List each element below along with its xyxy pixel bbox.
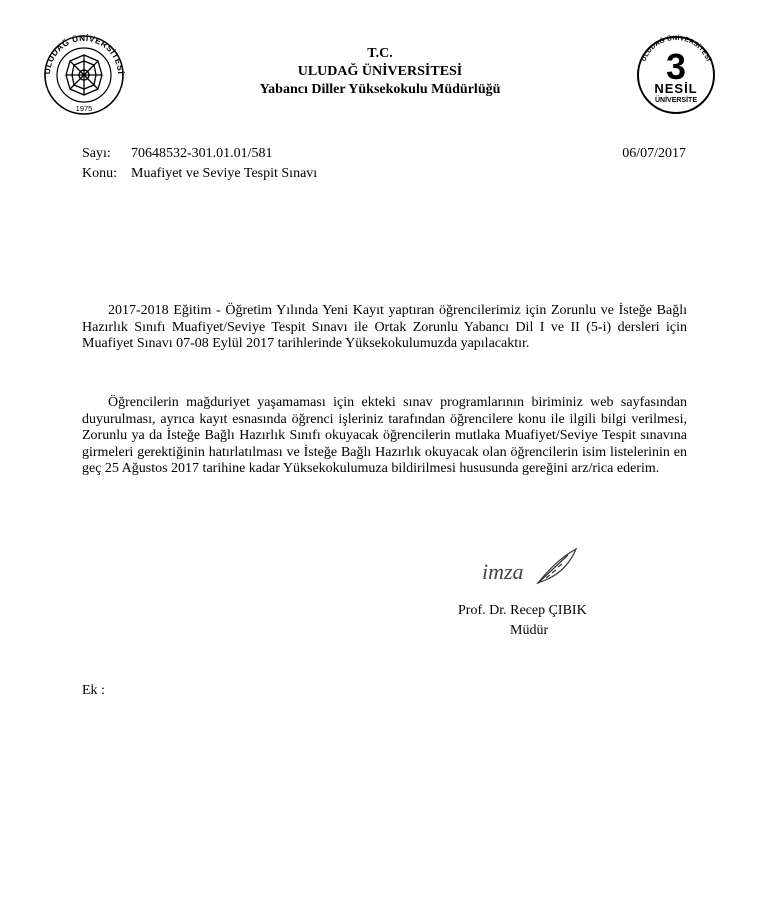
document-number-label: Sayı: (82, 146, 111, 161)
seal-arc-text: ULUDAĞ ÜNİVERSİTESİ (42, 33, 126, 75)
signatory-name: Prof. Dr. Recep ÇIBIK (458, 603, 587, 618)
signatory-title: Müdür (510, 623, 549, 638)
subject-label: Konu: (82, 166, 117, 181)
header-tc: T.C. (367, 46, 393, 61)
signature-stamp (476, 545, 586, 591)
body-paragraph-2: Öğrencilerin mağduriyet yaşamaması için ekteki sınav programlarının biriminiz web sayfasından duyurulması, ayrıca kayıt esnasında öğrenci işleriniz tarafından öğrencilere konu ile ilgili bilgi verilmesi, Zorunlu ya da İsteğe Bağlı Hazırlık Sınıfı okuyacak öğrencilerin mutlaka Muafiyet/Seviye Tespit sınavına girmeleri gerektiğinin hatırlatılması ve İsteğe Bağlı Hazırlık okuyacak olan öğrencilerin isim listelerinin en geç 25 Ağustos 2017 tarihine kadar Yüksekokulumuza bildirilmesi hususunda gereğini arz/rica ederim. (82, 395, 687, 477)
logo-number: 3 (665, 46, 687, 87)
header-department: Yabancı Diller Yüksekokulu Müdürlüğü (259, 82, 501, 97)
third-generation-university-logo (633, 27, 719, 117)
logo-arc-text: ULUDAĞ ÜNİVERSİTESİ (640, 34, 712, 63)
document-number: 70648532-301.01.01/581 (131, 146, 273, 161)
signature-stamp-text: imza (482, 559, 524, 584)
subject: Muafiyet ve Seviye Tespit Sınavı (131, 166, 318, 181)
body-paragraph-1: 2017-2018 Eğitim - Öğretim Yılında Yeni Kayıt yaptıran öğrencilerimiz için Zorunlu ve İsteğe Bağlı Hazırlık Sınıfı Muafiyet/Seviye Tespit Sınavı ile Ortak Zorunlu Yabancı Dil I ve II (5-i) dersleri için Muafiyet Sınavı 07-08 Eylül 2017 tarihlerinde Yüksekokulumuzda yapılacaktır. (82, 303, 687, 352)
header-university: ULUDAĞ ÜNİVERSİTESİ (297, 64, 463, 79)
quill-pen-icon (538, 549, 576, 583)
attachments-label: Ek : (82, 683, 105, 698)
logo-word: NESİL (654, 81, 698, 96)
logo-sub: ÜNİVERSİTE (654, 97, 698, 104)
document-date: 06/07/2017 (622, 146, 686, 161)
seal-year: 1975 (75, 104, 93, 113)
